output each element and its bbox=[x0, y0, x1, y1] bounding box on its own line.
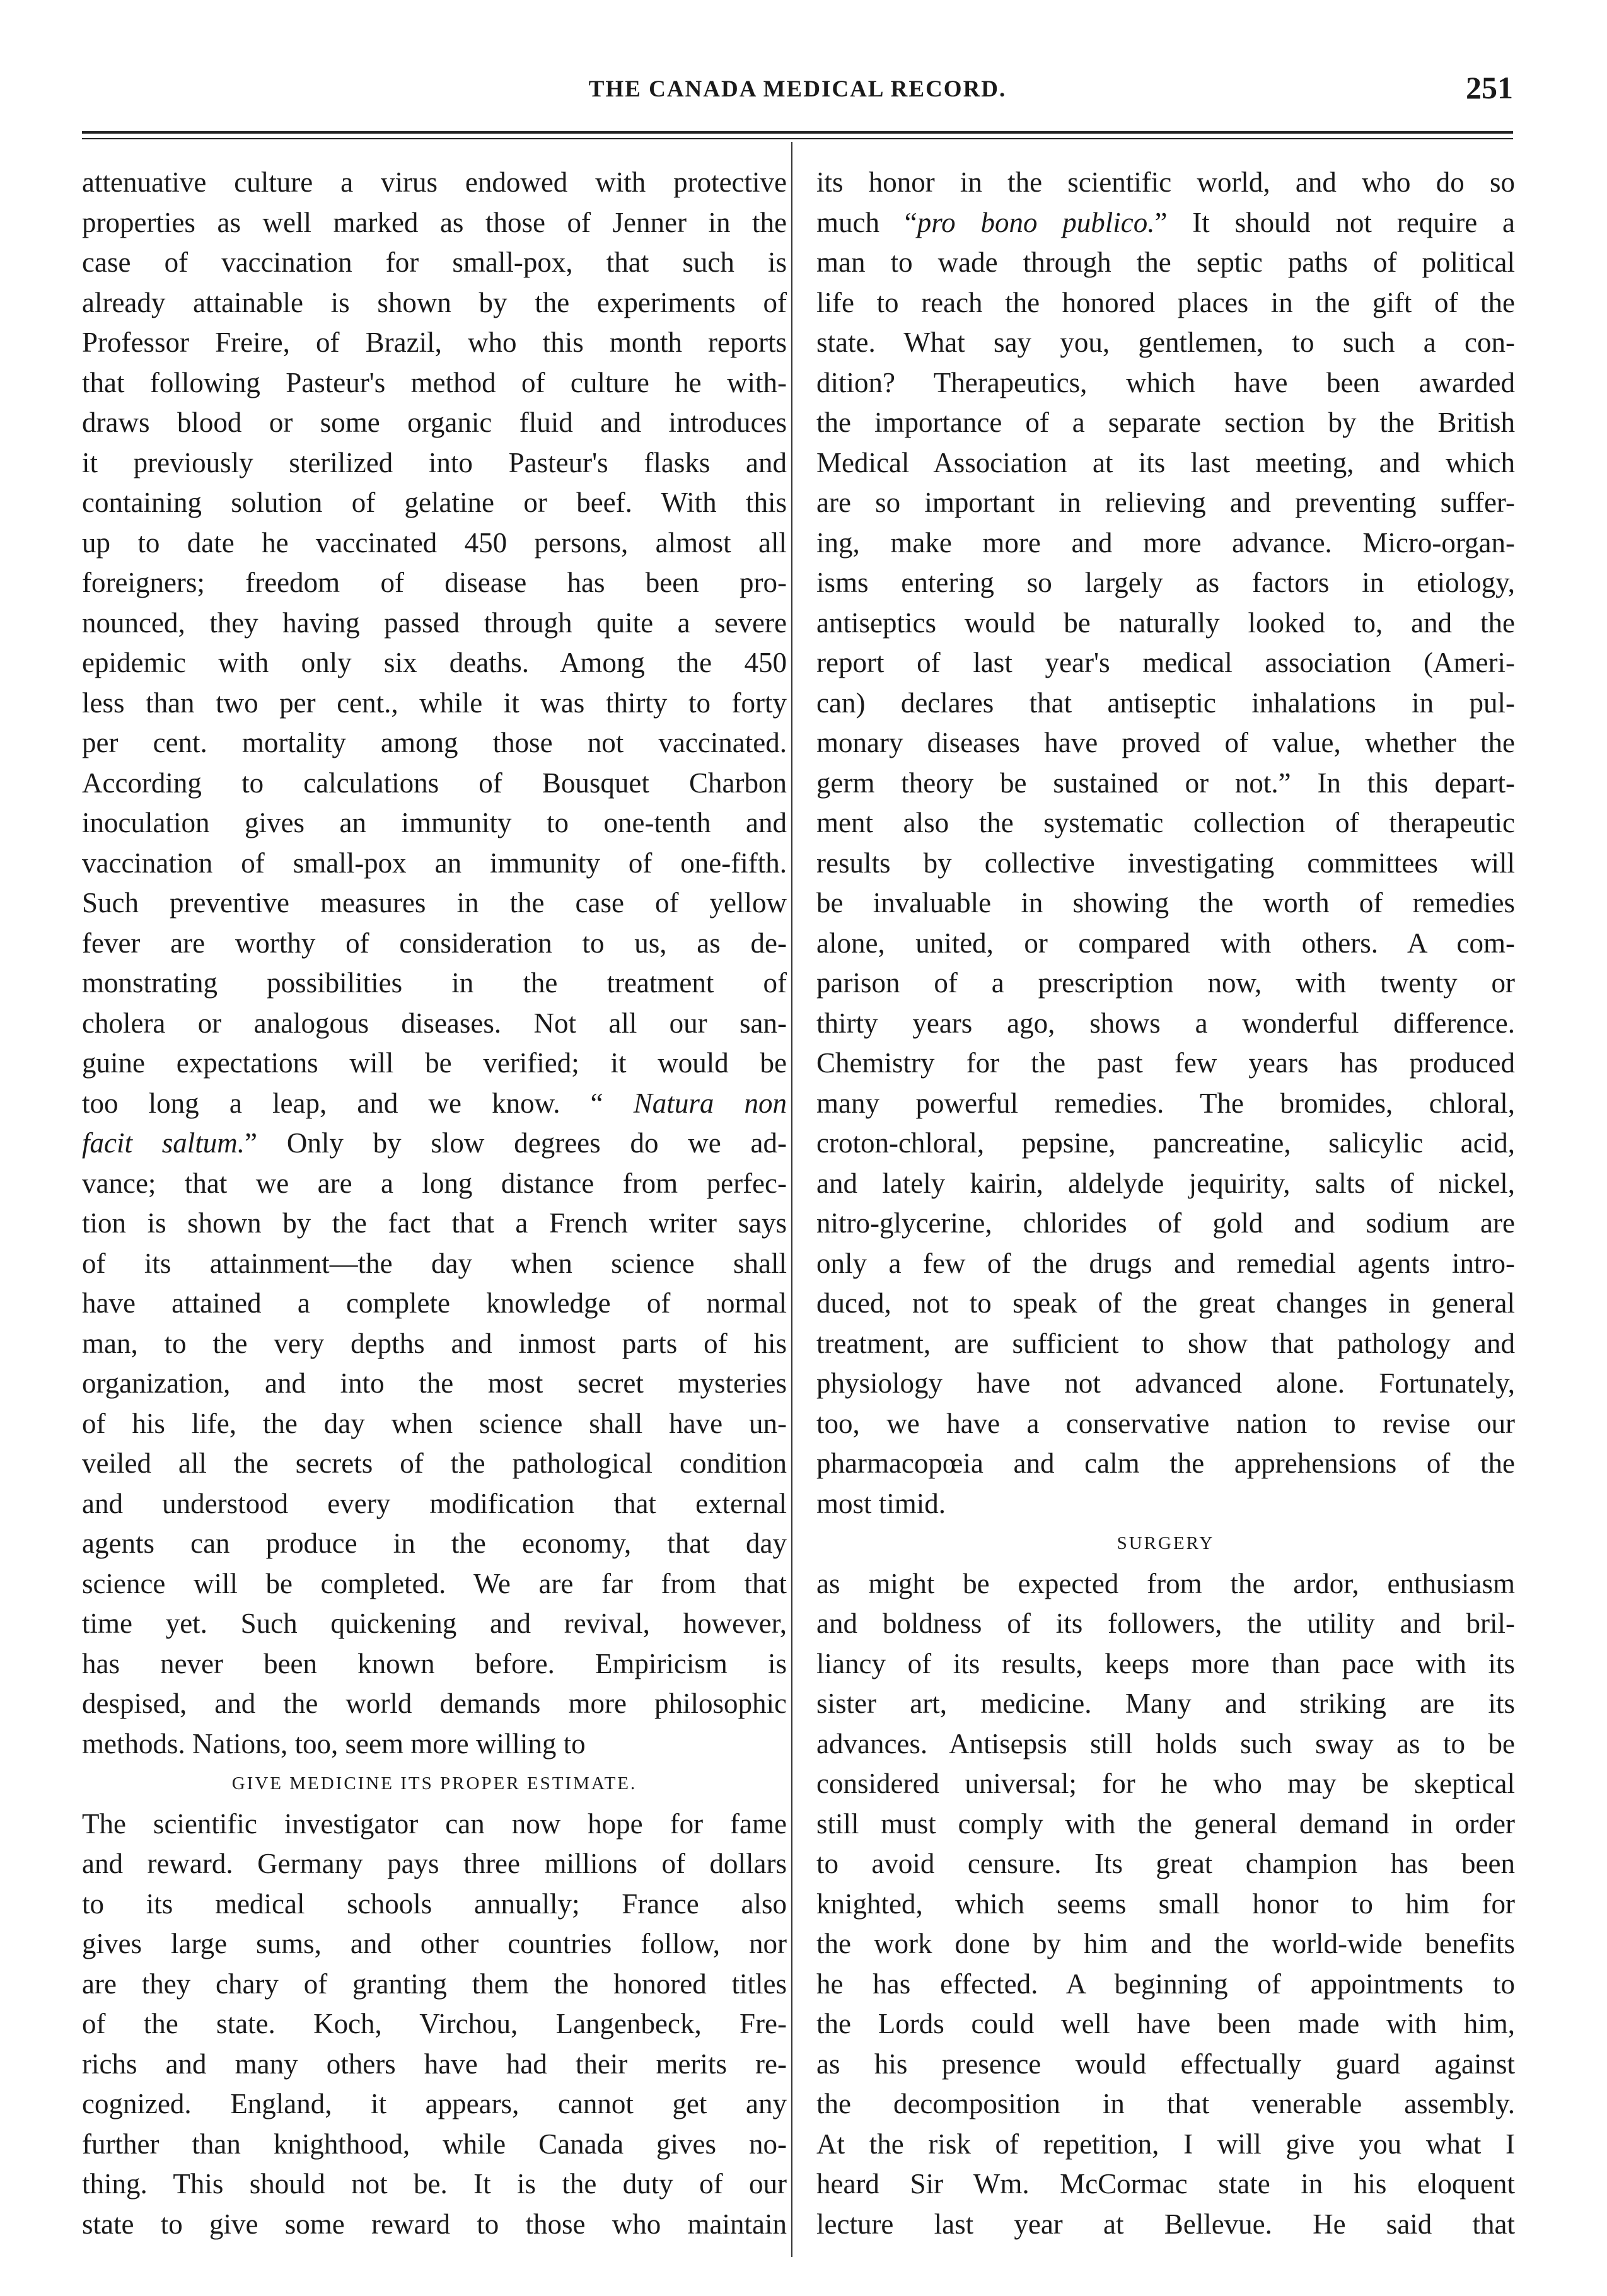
text-line: heard Sir Wm. McCormac state in his eloquent bbox=[816, 2168, 1515, 2200]
text-line: the decomposition in that venerable assembly. bbox=[816, 2088, 1515, 2119]
text-line: up to date he vaccinated 450 persons, almost all bbox=[82, 526, 787, 559]
text-line: croton-chloral, pepsine, pancreatine, salicylic acid, bbox=[816, 1127, 1515, 1159]
text-line: vaccination of small-pox an immunity of one-fifth. bbox=[82, 847, 787, 879]
text-line: liancy of its results, keeps more than pace with its bbox=[816, 1647, 1515, 1679]
text-line: be invaluable in showing the worth of remedies bbox=[816, 887, 1515, 919]
text-line: containing solution of gelatine or beef. With this bbox=[82, 487, 787, 518]
text-line: as might be expected from the ardor, enthusiasm bbox=[816, 1567, 1515, 1599]
text-line: case of vaccination for small-pox, that such is bbox=[82, 246, 787, 278]
text-line: properties as well marked as those of Jenner in the bbox=[82, 206, 787, 238]
text-line: most timid. bbox=[816, 1487, 946, 1519]
text-line: has never been known before. Empiricism is bbox=[82, 1647, 787, 1679]
text-line: time yet. Such quickening and revival, however, bbox=[82, 1608, 787, 1639]
text-line: too long a leap, and we know. “ Natura non bbox=[82, 1087, 787, 1119]
text-line: richs and many others have had their merits re- bbox=[82, 2048, 787, 2080]
text-line: man to wade through the septic paths of political bbox=[816, 246, 1515, 278]
text-line: nounced, they having passed through quite a severe bbox=[82, 606, 787, 639]
text-line: to avoid censure. Its great champion has been bbox=[816, 1848, 1515, 1879]
text-line: too, we have a conservative nation to revise our bbox=[816, 1407, 1515, 1439]
text-line: pharmacopœia and calm the apprehensions of the bbox=[816, 1447, 1515, 1479]
text-line: already attainable is shown by the experiments of bbox=[82, 286, 787, 318]
text-line: monary diseases have proved of value, whether the bbox=[816, 727, 1515, 758]
text-line: despised, and the world demands more philosophic bbox=[82, 1688, 787, 1719]
text-line: science will be completed. We are far from that bbox=[82, 1567, 787, 1599]
page-header bbox=[82, 69, 1513, 126]
text-line: methods. Nations, too, seem more willing to bbox=[82, 1727, 586, 1760]
text-line: the work done by him and the world-wide benefits bbox=[816, 1928, 1515, 1959]
latin-phrase: Natura non bbox=[633, 1087, 787, 1119]
text-line: veiled all the secrets of the pathological condition bbox=[82, 1447, 787, 1479]
text-line: much “pro bono publico.” It should not require a bbox=[816, 206, 1515, 238]
text-line: the importance of a separate section by the British bbox=[816, 407, 1515, 438]
text-line: the Lords could well have been made with him, bbox=[816, 2008, 1515, 2039]
text-line: tion is shown by the fact that a French writer says bbox=[82, 1207, 787, 1239]
text-line: are they chary of granting them the honored titles bbox=[82, 1968, 787, 2000]
text-line: agents can produce in the economy, that day bbox=[82, 1528, 787, 1559]
text-line: physiology have not advanced alone. Fortunately, bbox=[816, 1367, 1515, 1399]
text-line: and reward. Germany pays three millions of dollars bbox=[82, 1848, 787, 1879]
text-line: its honor in the scientific world, and who do so bbox=[816, 166, 1515, 198]
text-line: and lately kairin, aldelyde jequirity, salts of nickel, bbox=[816, 1167, 1515, 1199]
text-line: attenuative culture a virus endowed with protective bbox=[82, 166, 787, 198]
text-line: sister art, medicine. Many and striking are its bbox=[816, 1688, 1515, 1719]
text-line: of his life, the day when science shall have un- bbox=[82, 1407, 787, 1439]
text-line: organization, and into the most secret mysteries bbox=[82, 1367, 787, 1399]
text-line: only a few of the drugs and remedial agents intro- bbox=[816, 1247, 1515, 1279]
text-line: alone, united, or compared with others. A com- bbox=[816, 927, 1515, 959]
text-line: The scientific investigator can now hope for fame bbox=[82, 1807, 787, 1840]
text-line: thing. This should not be. It is the duty of our bbox=[82, 2168, 787, 2200]
section-heading: GIVE MEDICINE ITS PROPER ESTIMATE. bbox=[231, 1773, 637, 1794]
text-line: treatment, are sufficient to show that pathology and bbox=[816, 1327, 1515, 1359]
text-line: are so important in relieving and preventing suffer- bbox=[816, 487, 1515, 518]
text-line: fever are worthy of consideration to us, as de- bbox=[82, 927, 787, 959]
text-line: isms entering so largely as factors in etiology, bbox=[816, 567, 1515, 598]
text-line: At the risk of repetition, I will give you what I bbox=[816, 2128, 1515, 2160]
text-line: further than knighthood, while Canada gives no- bbox=[82, 2128, 787, 2160]
text-line: of the state. Koch, Virchou, Langenbeck, Fre- bbox=[82, 2008, 787, 2039]
text-line: still must comply with the general demand in order bbox=[816, 1807, 1515, 1840]
text-line: it previously sterilized into Pasteur's flasks and bbox=[82, 446, 787, 478]
text-line: knighted, which seems small honor to him for bbox=[816, 1887, 1515, 1920]
right-column bbox=[816, 163, 1515, 2244]
text-line: ment also the systematic collection of therapeutic bbox=[816, 807, 1515, 838]
text-line: Medical Association at its last meeting, and which bbox=[816, 446, 1515, 478]
text-line: vance; that we are a long distance from perfec- bbox=[82, 1167, 787, 1199]
text-line: less than two per cent., while it was thirty to forty bbox=[82, 687, 787, 719]
text-line: Such preventive measures in the case of yellow bbox=[82, 887, 787, 919]
running-title: THE CANADA MEDICAL RECORD. bbox=[588, 76, 1007, 102]
text-line: dition? Therapeutics, which have been awarded bbox=[816, 366, 1515, 398]
text-line: many powerful remedies. The bromides, chloral, bbox=[816, 1087, 1515, 1119]
text-line: report of last year's medical association (Ameri- bbox=[816, 647, 1515, 678]
text-line: of its attainment—the day when science shall bbox=[82, 1247, 787, 1279]
latin-phrase: facit saltum. bbox=[82, 1127, 245, 1159]
text-line: parison of a prescription now, with twenty or bbox=[816, 967, 1515, 999]
text-line: inoculation gives an immunity to one-tenth and bbox=[82, 807, 787, 838]
text-line: and understood every modification that external bbox=[82, 1487, 787, 1519]
text-line: cholera or analogous diseases. Not all our san- bbox=[82, 1007, 787, 1039]
text-line: draws blood or some organic fluid and introduces bbox=[82, 407, 787, 438]
text-line: facit saltum.” Only by slow degrees do we ad- bbox=[82, 1127, 787, 1159]
text-line: considered universal; for he who may be skeptical bbox=[816, 1768, 1515, 1799]
left-column bbox=[82, 163, 787, 2244]
text-line: state. What say you, gentlemen, to such a con- bbox=[816, 327, 1515, 358]
column-divider bbox=[791, 142, 792, 2257]
text-line: Professor Freire, of Brazil, who this month reports bbox=[82, 327, 787, 358]
text-line: thirty years ago, shows a wonderful difference. bbox=[816, 1007, 1515, 1039]
text-line: foreigners; freedom of disease has been pro- bbox=[82, 567, 787, 598]
text-line: as his presence would effectually guard against bbox=[816, 2048, 1515, 2080]
text-line: duced, not to speak of the great changes in general bbox=[816, 1287, 1515, 1319]
text-line: and boldness of its followers, the utility and bril- bbox=[816, 1608, 1515, 1639]
text-line: lecture last year at Bellevue. He said that bbox=[816, 2208, 1515, 2240]
text-line: results by collective investigating committees will bbox=[816, 847, 1515, 879]
text-line: per cent. mortality among those not vaccinated. bbox=[82, 727, 787, 758]
text-line: germ theory be sustained or not.” In this depart- bbox=[816, 767, 1515, 799]
text-line: state to give some reward to those who maintain bbox=[82, 2208, 787, 2240]
text-line: he has effected. A beginning of appointments to bbox=[816, 1968, 1515, 2000]
text-line: to its medical schools annually; France also bbox=[82, 1887, 787, 1920]
text-line: have attained a complete knowledge of normal bbox=[82, 1287, 787, 1319]
text-line: monstrating possibilities in the treatment of bbox=[82, 967, 787, 999]
text-line: According to calculations of Bousquet Charbon bbox=[82, 767, 787, 799]
text-line: nitro-glycerine, chlorides of gold and sodium are bbox=[816, 1207, 1515, 1239]
latin-phrase: pro bono publico. bbox=[917, 206, 1155, 238]
text-line: Chemistry for the past few years has produced bbox=[816, 1047, 1515, 1079]
text-line: life to reach the honored places in the gift of the bbox=[816, 286, 1515, 318]
page-number: 251 bbox=[1466, 70, 1513, 105]
text-line: that following Pasteur's method of culture he with- bbox=[82, 366, 787, 398]
text-line: ing, make more and more advance. Micro-organ- bbox=[816, 526, 1515, 559]
text-line: can) declares that antiseptic inhalations in pul- bbox=[816, 687, 1515, 719]
header-rule-thin bbox=[82, 138, 1513, 139]
text-line: man, to the very depths and inmost parts of his bbox=[82, 1327, 787, 1359]
text-line: advances. Antisepsis still holds such sway as to be bbox=[816, 1727, 1515, 1760]
header-rule-thick bbox=[82, 131, 1513, 134]
text-line: epidemic with only six deaths. Among the 450 bbox=[82, 647, 787, 678]
section-heading: SURGERY bbox=[1117, 1533, 1215, 1553]
text-line: gives large sums, and other countries follow, nor bbox=[82, 1928, 787, 1959]
text-line: cognized. England, it appears, cannot get any bbox=[82, 2088, 787, 2119]
text-line: guine expectations will be verified; it would be bbox=[82, 1047, 787, 1079]
text-line: antiseptics would be naturally looked to, and the bbox=[816, 606, 1515, 639]
